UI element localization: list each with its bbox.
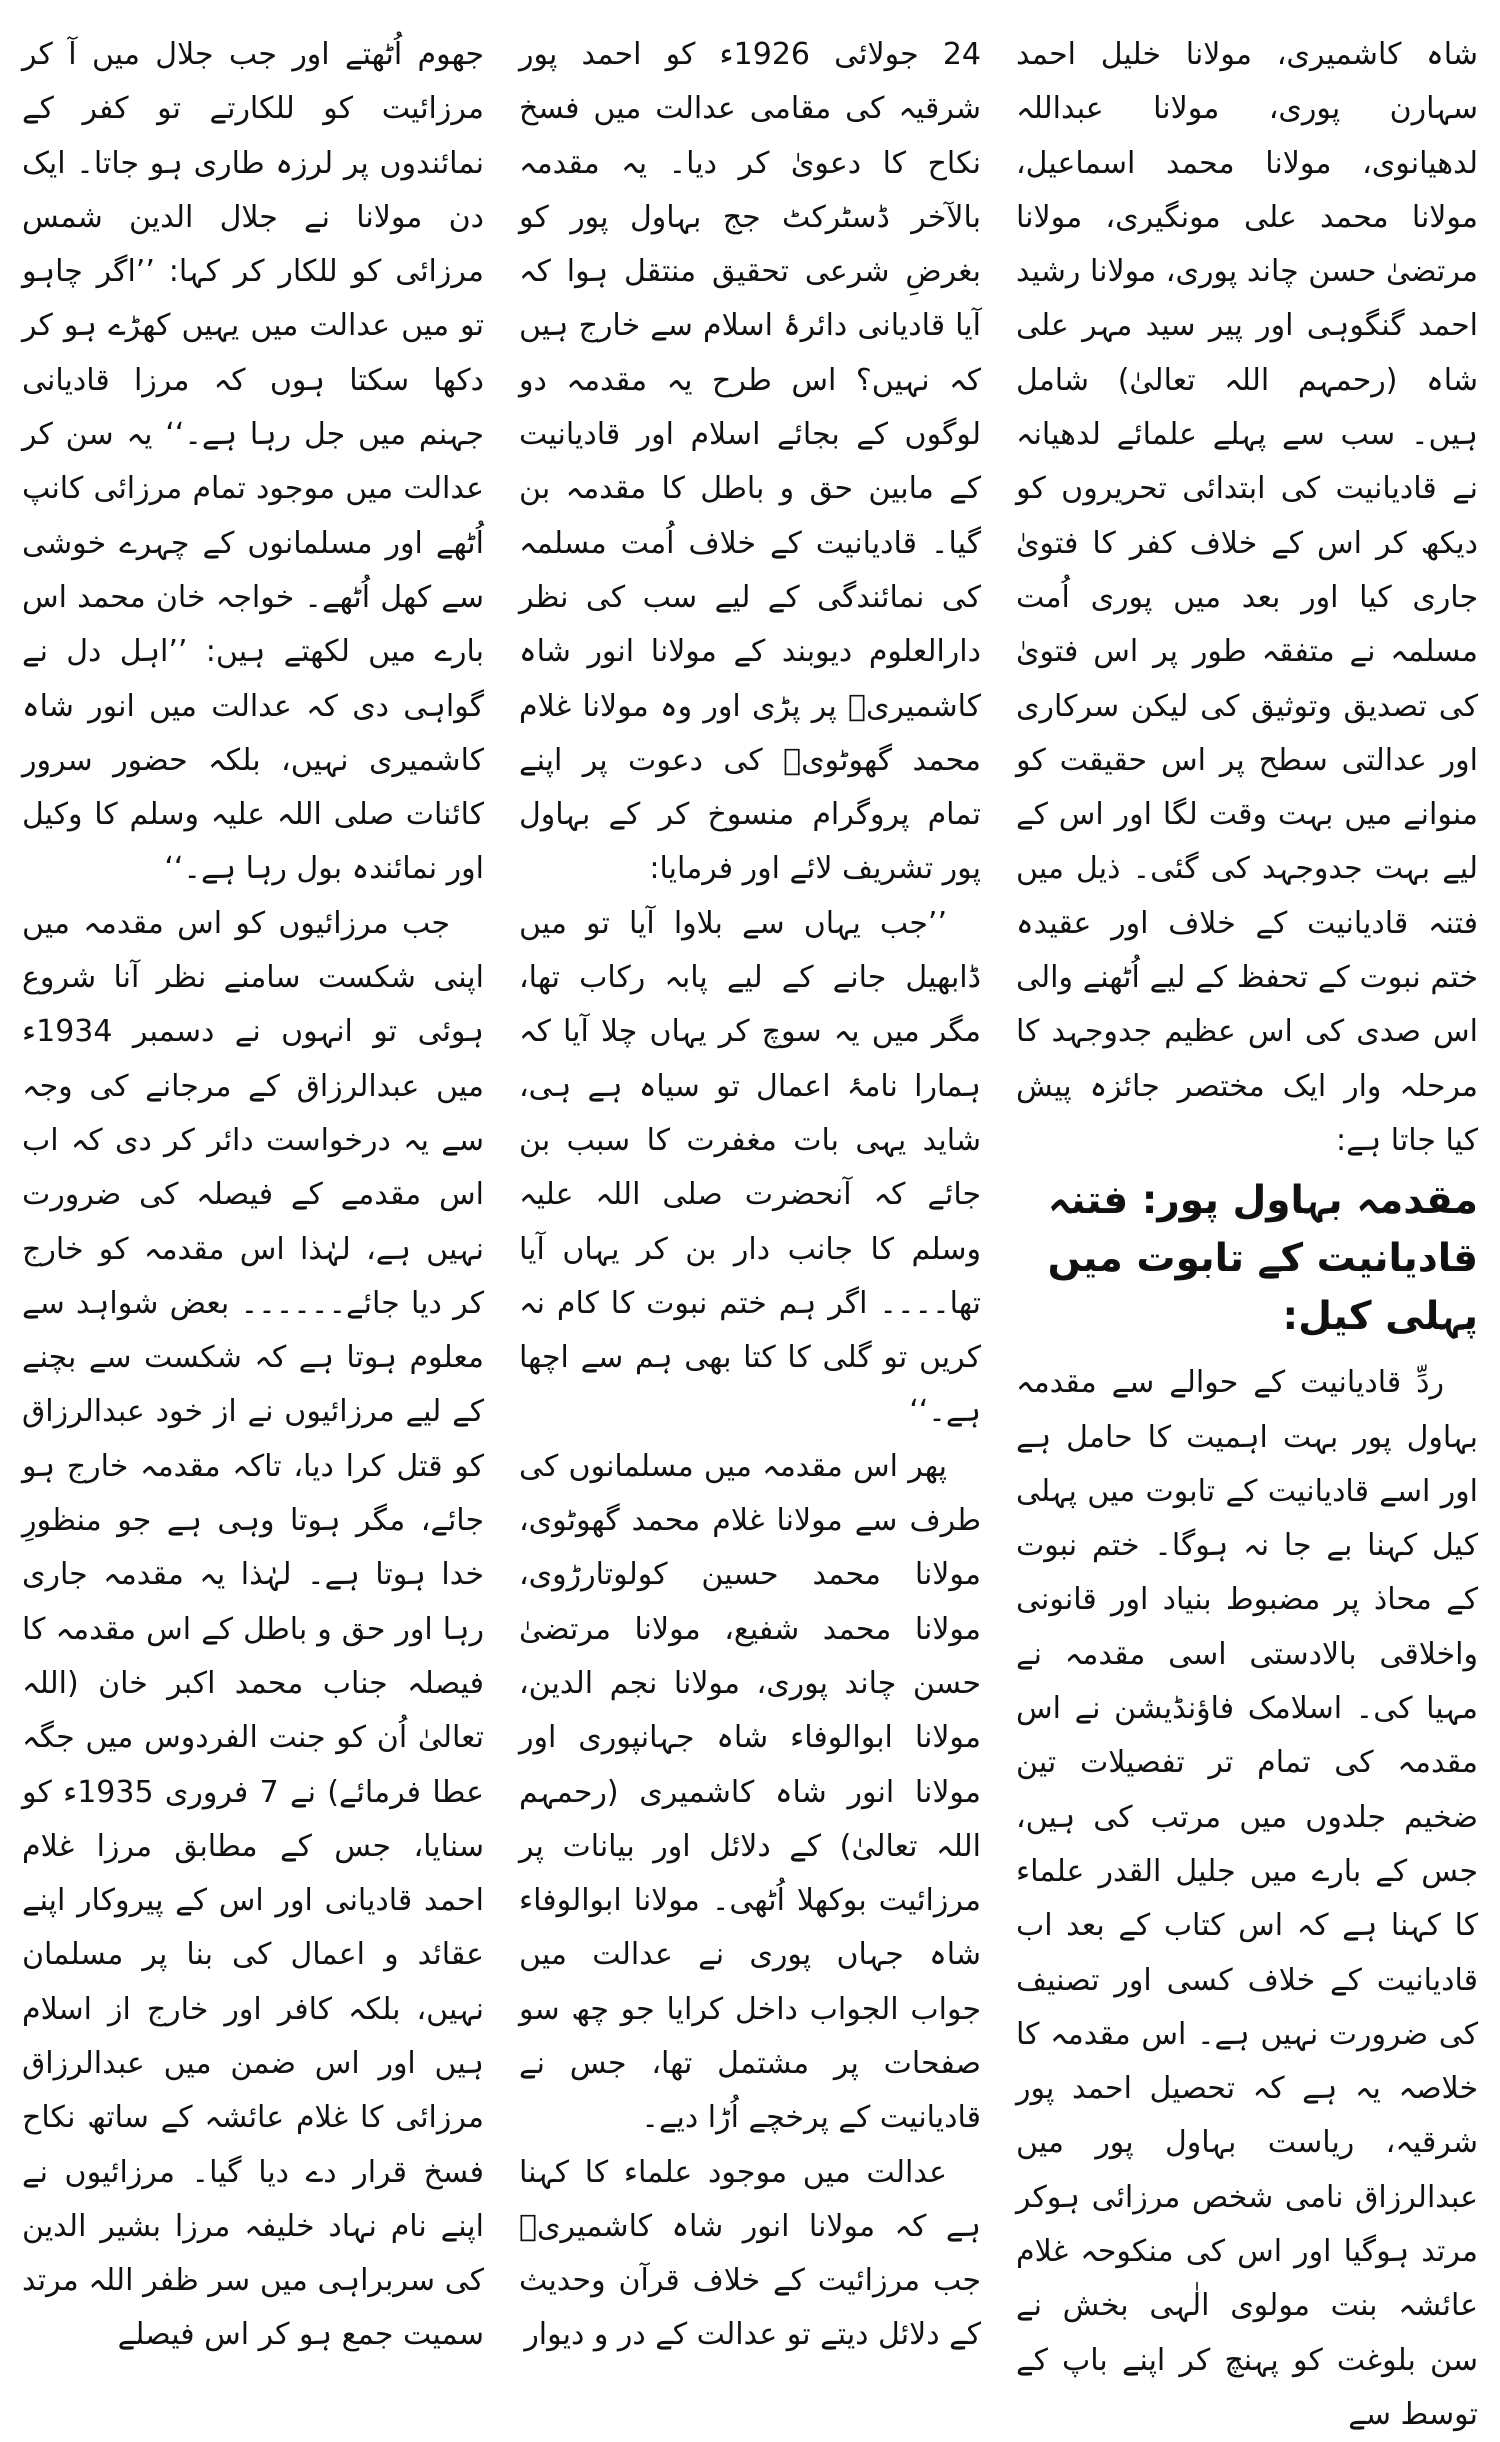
- article-column-middle: [519, 28, 981, 2353]
- article-column-left: [22, 28, 484, 2353]
- body-paragraph: 24 جولائی 1926ء کو احمد پور شرقیہ کی مقامی عدالت میں فسخ نکاح کا دعویٰ کر دیا۔ یہ مقدمہ بالآخر ڈسٹرکٹ جج بہاول پور کو بغرضِ شرعی تحقیق منتقل ہوا کہ آیا قادیانی دائرۂ اسلام سے خارج ہیں کہ نہیں؟ اس طرح یہ مقدمہ دو لوگوں کے بجائے اسلام اور قادیانیت کے مابین حق و باطل کا مقدمہ بن گیا۔ قادیانیت کے خلاف اُمت مسلمہ کی نمائندگی کے لیے سب کی نظر دارالعلوم دیوبند کے مولانا انور شاہ کاشمیریؒ پر پڑی اور وہ مولانا غلام محمد گھوٹویؒ کی دعوت پر اپنے تمام پروگرام منسوخ کر کے بہاول پور تشریف لائے اور فرمایا:: [519, 37, 981, 887]
- body-paragraph: جب مرزائیوں کو اس مقدمہ میں اپنی شکست سامنے نظر آنا شروع ہوئی تو انہوں نے دسمبر 1934ء میں عبدالرزاق کے مرجانے کی وجہ سے یہ درخواست دائر کر دی کہ اب اس مقدمے کے فیصلہ کی ضرورت نہیں ہے، لہٰذا اس مقدمہ کو خارج کر دیا جائے۔۔۔۔۔۔ بعض شواہد سے معلوم ہوتا ہے کہ شکست سے بچنے کے لیے مرزائیوں نے از خود عبدالرزاق کو قتل کرا دیا، تاکہ مقدمہ خارج ہو جائے، مگر ہوتا وہی ہے جو منظورِ خدا ہوتا ہے۔ لہٰذا یہ مقدمہ جاری رہا اور حق و باطل کے اس مقدمہ کا فیصلہ جناب محمد اکبر خان (اللہ تعالیٰ اُن کو جنت الفردوس میں جگہ عطا فرمائے) نے 7 فروری 1935ء کو سنایا، جس کے مطابق مرزا غلام احمد قادیانی اور اس کے پیروکار اپنے عقائد و اعمال کی بنا پر مسلمان نہیں، بلکہ کافر اور خارج از اسلام ہیں اور اس ضمن میں عبدالرزاق مرزائی کا غلام عائشہ کے ساتھ نکاح فسخ قرار دے دیا گیا۔ مرزائیوں نے اپنے نام نہاد خلیفہ مرزا بشیر الدین کی سربراہی میں سر ظفر اللہ مرتد سمیت جمع ہو کر اس فیصلے: [22, 905, 484, 2353]
- body-paragraph: شاہ کاشمیری، مولانا خلیل احمد سہارن پوری، مولانا عبداللہ لدھیانوی، مولانا محمد اسماعیل، مولانا محمد علی مونگیری، مولانا مرتضیٰ حسن چاند پوری، مولانا رشید احمد گنگوہی اور پیر سید مہر علی شاہ (رحمہم اللہ تعالیٰ) شامل ہیں۔ سب سے پہلے علمائے لدھیانہ نے قادیانیت کی ابتدائی تحریروں کو دیکھ کر اس کے خلاف کفر کا فتویٰ جاری کیا اور بعد میں پوری اُمت مسلمہ نے متفقہ طور پر اس فتویٰ کی تصدیق وتوثیق کی لیکن سرکاری اور عدالتی سطح پر اس حقیقت کو منوانے میں بہت وقت لگا اور اس کے لیے بہت جدوجہد کی گئی۔ ذیل میں فتنہ قادیانیت کے خلاف اور عقیدہ ختم نبوت کے تحفظ کے لیے اُٹھنے والی اس صدی کی اس عظیم جدوجہد کا مرحلہ وار ایک مختصر جائزہ پیش کیا جاتا ہے:: [1016, 37, 1478, 1158]
- body-paragraph: عدالت میں موجود علماء کا کہنا ہے کہ مولانا انور شاہ کاشمیریؒ جب مرزائیت کے خلاف قرآن وحدیث کے دلائل دیتے تو عدالت کے در و دیوار: [519, 2154, 981, 2353]
- body-paragraph: جھوم اُٹھتے اور جب جلال میں آ کر مرزائیت کو للکارتے تو کفر کے نمائندوں پر لرزہ طاری ہو جاتا۔ ایک دن مولانا نے جلال الدین شمس مرزائی کو للکار کر کہا: ’’اگر چاہو تو میں عدالت میں یہیں کھڑے ہو کر دکھا سکتا ہوں کہ مرزا قادیانی جہنم میں جل رہا ہے۔‘‘ یہ سن کر عدالت میں موجود تمام مرزائی کانپ اُٹھے اور مسلمانوں کے چہرے خوشی سے کھل اُٹھے۔ خواجہ خان محمد اس بارے میں لکھتے ہیں: ’’اہل دل نے گواہی دی کہ عدالت میں انور شاہ کاشمیری نہیں، بلکہ حضور سرور کائنات صلی اللہ علیہ وسلم کا وکیل اور نمائندہ بول رہا ہے۔‘‘: [22, 37, 484, 887]
- section-heading: مقدمہ بہاول پور: فتنہ قادیانیت کے تابوت میں پہلی کیل:: [1047, 1178, 1478, 1340]
- body-paragraph: پھر اس مقدمہ میں مسلمانوں کی طرف سے مولانا غلام محمد گھوٹوی، مولانا محمد حسین کولوتارڑوی، مولانا محمد شفیع، مولانا مرتضیٰ حسن چاند پوری، مولانا نجم الدین، مولانا ابوالوفاء شاہ جہانپوری اور مولانا انور شاہ کاشمیری (رحمہم اللہ تعالیٰ) کے دلائل اور بیانات پر مرزائیت بوکھلا اُٹھی۔ مولانا ابوالوفاء شاہ جہاں پوری نے عدالت میں جواب الجواب داخل کرایا جو چھ سو صفحات پر مشتمل تھا، جس نے قادیانیت کے پرخچے اُڑا دیے۔: [519, 1448, 981, 2136]
- quote-paragraph: ’’جب یہاں سے بلاوا آیا تو میں ڈابھیل جانے کے لیے پابہ رکاب تھا، مگر میں یہ سوچ کر یہاں چلا آیا کہ ہمارا نامۂ اعمال تو سیاہ ہے ہی، شاید یہی بات مغفرت کا سبب بن جائے کہ آنحضرت صلی اللہ علیہ وسلم کا جانب دار بن کر یہاں آیا تھا۔۔۔۔ اگر ہم ختم نبوت کا کام نہ کریں تو گلی کا کتا بھی ہم سے اچھا ہے۔‘‘: [519, 905, 981, 1430]
- body-paragraph: ردِّ قادیانیت کے حوالے سے مقدمہ بہاول پور بہت اہمیت کا حامل ہے اور اسے قادیانیت کے تابوت میں پہلی کیل کہنا بے جا نہ ہوگا۔ ختم نبوت کے محاذ پر مضبوط بنیاد اور قانونی واخلاقی بالادستی اسی مقدمہ نے مہیا کی۔ اسلامک فاؤنڈیشن نے اس مقدمہ کی تمام تر تفصیلات تین ضخیم جلدوں میں مرتب کی ہیں، جس کے بارے میں جلیل القدر علماء کا کہنا ہے کہ اس کتاب کے بعد اب قادیانیت کے خلاف کسی اور تصنیف کی ضرورت نہیں ہے۔ اس مقدمہ کا خلاصہ یہ ہے کہ تحصیل احمد پور شرقیہ، ریاست بہاول پور میں عبدالرزاق نامی شخص مرزائی ہوکر مرتد ہوگیا اور اس کی منکوحہ غلام عائشہ بنت مولوی الٰہی بخش نے سن بلوغت کو پہنچ کر اپنے باپ کے توسط سے: [1016, 1365, 1478, 2432]
- article-column-right: [1016, 28, 1478, 2432]
